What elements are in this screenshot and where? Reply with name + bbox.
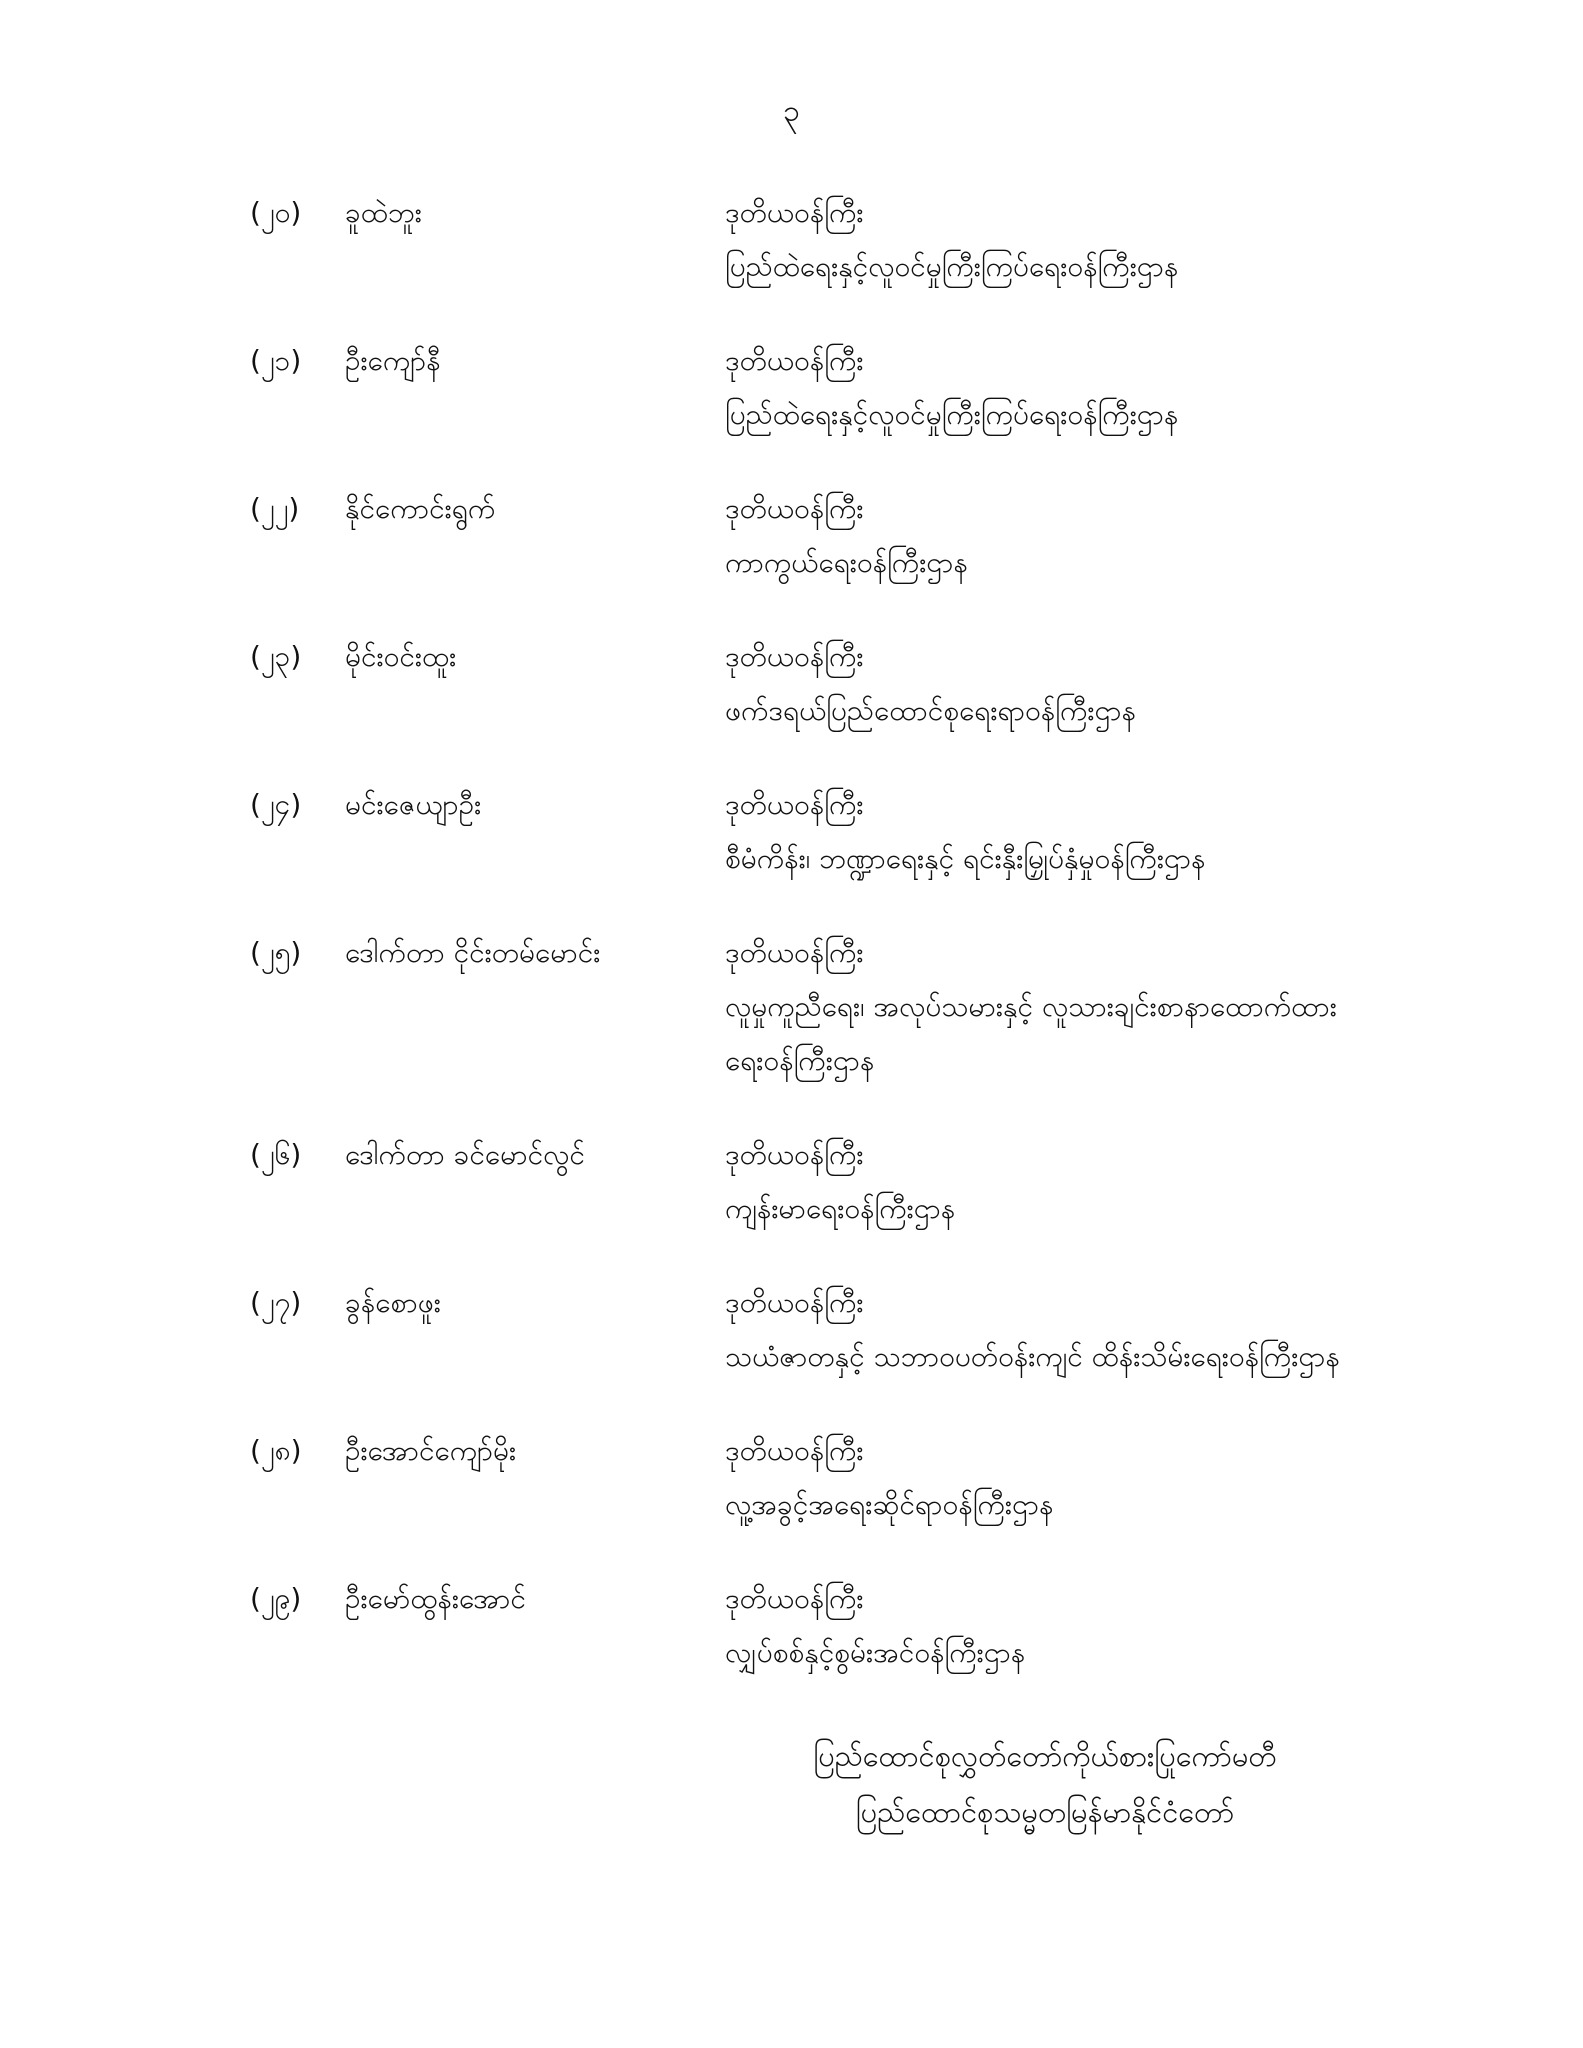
entry-role [725, 334, 1370, 442]
entry-number: (၂၆) [250, 1138, 302, 1171]
entry-role [725, 482, 1370, 590]
role-ministry: ဖက်ဒရယ်ပြည်ထောင်စုရေးရာဝန်ကြီးဌာန [725, 694, 1137, 727]
entry-number: (၂၂) [250, 492, 300, 525]
role-ministry: ကျန်းမာရေးဝန်ကြီးဌာန [725, 1192, 956, 1225]
page-number: ၃ [783, 94, 800, 129]
role-ministry: ကာကွယ်ရေးဝန်ကြီးဌာန [725, 546, 968, 579]
role-title: ဒုတိယဝန်ကြီး [725, 196, 864, 229]
entry-name: နိုင်ကောင်းရွက် [345, 492, 496, 525]
entry-name: ခွန်စောဖူး [345, 1286, 441, 1319]
entry-number: (၂၃) [250, 640, 302, 673]
list-item [250, 926, 1370, 1088]
entry-role [725, 630, 1370, 738]
role-ministry: စီမံကိန်း၊ ဘဏ္ဍာရေးနှင့် ရင်းနှီးမြှုပ်နှံမှုဝန်ကြီးဌာန [725, 842, 1206, 875]
entry-role [725, 926, 1370, 1088]
entry-name: ခူထဲဘူး [345, 196, 422, 229]
list-item [250, 186, 1370, 294]
role-title: ဒုတိယဝန်ကြီး [725, 1286, 864, 1319]
role-ministry: ပြည်ထဲရေးနှင့်လူဝင်မှုကြီးကြပ်ရေးဝန်ကြီးဌာန [725, 250, 1179, 283]
entry-number: (၂၄) [250, 788, 302, 821]
entry-number: (၂၀) [250, 196, 302, 229]
list-item [250, 1572, 1370, 1680]
entry-number: (၂၅) [250, 936, 302, 969]
entry-role [725, 1128, 1370, 1236]
role-title: ဒုတိယဝန်ကြီး [725, 640, 864, 673]
entry-name: ဦးမော်ထွန်းအောင် [345, 1582, 526, 1615]
role-ministry: လျှပ်စစ်နှင့်စွမ်းအင်ဝန်ကြီးဌာန [725, 1636, 1026, 1669]
list-item [250, 1424, 1370, 1532]
entry-number: (၂၇) [250, 1286, 302, 1319]
entry-number: (၂၁) [250, 344, 302, 377]
signature-line-state: ပြည်ထောင်စုသမ္မတမြန်မာနိုင်ငံတော် [855, 1795, 1235, 1829]
list-item [250, 1276, 1370, 1384]
role-title: ဒုတိယဝန်ကြီး [725, 492, 864, 525]
role-title: ဒုတိယဝန်ကြီး [725, 1138, 864, 1171]
list-item [250, 630, 1370, 738]
role-title: ဒုတိယဝန်ကြီး [725, 788, 864, 821]
entry-name: မိုင်းဝင်းထူး [345, 640, 457, 673]
list-item [250, 1128, 1370, 1236]
entry-role [725, 186, 1370, 294]
entry-role [725, 778, 1370, 886]
entry-role [725, 1424, 1370, 1532]
role-ministry: သယံဇာတနှင့် သဘာဝပတ်ဝန်းကျင် ထိန်းသိမ်းရေးဝန်ကြီးဌာန [725, 1340, 1340, 1373]
role-ministry: ပြည်ထဲရေးနှင့်လူဝင်မှုကြီးကြပ်ရေးဝန်ကြီးဌာန [725, 398, 1179, 431]
list-item [250, 334, 1370, 442]
appointment-list [250, 186, 1370, 1720]
entry-name: ဦးကျော်နီ [345, 344, 441, 377]
entry-number: (၂၉) [250, 1582, 302, 1615]
role-title: ဒုတိယဝန်ကြီး [725, 1434, 864, 1467]
entry-role [725, 1572, 1370, 1680]
entry-name: ဒေါက်တာ ငိုင်းတမ်မောင်း [345, 936, 601, 969]
role-ministry: လူ့အခွင့်အရေးဆိုင်ရာဝန်ကြီးဌာန [725, 1488, 1054, 1521]
signature-line-committee: ပြည်ထောင်စုလွှတ်တော်ကိုယ်စားပြုကော်မတီ [813, 1739, 1277, 1773]
entry-name: မင်းဇေယျာဦး [345, 788, 482, 821]
signature-block [720, 1728, 1370, 1840]
list-item [250, 482, 1370, 590]
entry-role [725, 1276, 1370, 1384]
role-title: ဒုတိယဝန်ကြီး [725, 936, 864, 969]
entry-name: ဦးအောင်ကျော်မိုး [345, 1434, 517, 1467]
entry-number: (၂၈) [250, 1434, 302, 1467]
entry-name: ဒေါက်တာ ခင်မောင်လွင် [345, 1138, 585, 1171]
list-item [250, 778, 1370, 886]
role-ministry: လူမှုကူညီရေး၊ အလုပ်သမားနှင့် လူသားချင်းစာနာထောက်ထားရေးဝန်ကြီးဌာန [725, 990, 1337, 1077]
role-title: ဒုတိယဝန်ကြီး [725, 1582, 864, 1615]
role-title: ဒုတိယဝန်ကြီး [725, 344, 864, 377]
